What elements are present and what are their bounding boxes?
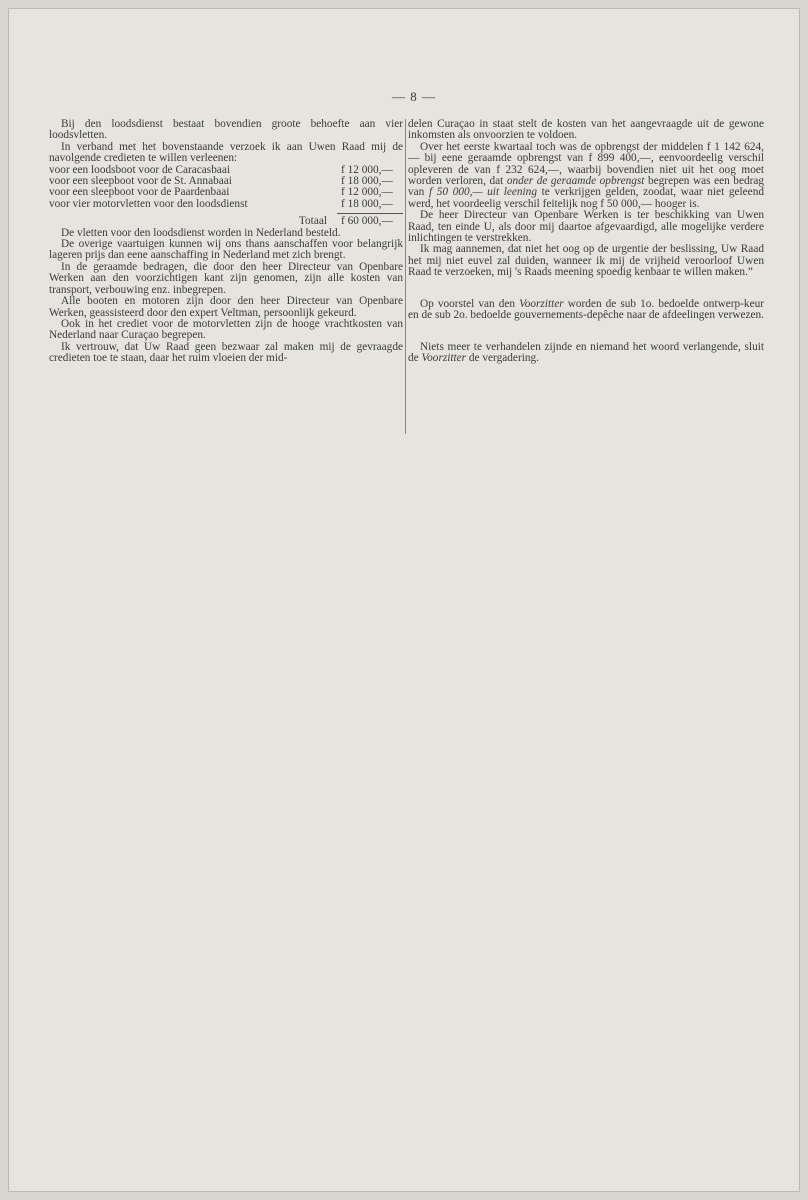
total-amount: f 60 000,— [341, 215, 393, 228]
paragraph: In verband met het bovenstaande verzoek ik aan Uwen Raad mij de navolgende credieten te willen verleenen: [49, 140, 403, 165]
paragraph: Alle booten en motoren zijn door den heer Directeur van Openbare Werken, geassisteerd door den expert Veltman, persoonlijk gekeurd. [49, 295, 403, 319]
total-rule [337, 213, 403, 214]
credit-amount: f 18 000,— [341, 175, 393, 188]
credit-row [49, 199, 403, 210]
paragraph: De heer Directeur van Openbare Werken is ter beschikking van Uwen Raad, ten einde U, als door mij daartoe afgevaardigd, alle mogelijke verdere inlichtingen te verstrekken. [408, 209, 764, 245]
paragraph: De vletten voor den loodsdienst worden in Nederland besteld. [61, 226, 341, 239]
page-number: — 8 — [392, 89, 436, 104]
paragraph: In de geraamde bedragen, die door den heer Directeur van Openbare Werken aan den voorzichtigen kant zijn genomen, zijn alle kosten van transport, verbouwing enz. inbegrepen. [49, 260, 403, 296]
right-column [408, 119, 764, 364]
total-label: Totaal [298, 215, 327, 228]
credit-label: voor een sleepboot voor de St. Annabaai [49, 175, 232, 188]
paragraph: Niets meer te verhandelen zijnde en niemand het woord verlangende, sluit de Voorzitter de vergadering. [408, 340, 764, 364]
paragraph: De overige vaartuigen kunnen wij ons thans aanschaffen voor belangrijk lageren prijs dan eene aanschaffing in Nederland met zich brengt. [49, 238, 403, 262]
paragraph: Ik mag aannemen, dat niet het oog op de urgentie der beslissing, Uw Raad het mij niet euvel zal duiden, wanneer ik mij de vrijheid veroorloof Uwen Raad te verzoeken, mij 's Raads meening spoedig kenbaar te willen maken.” [408, 243, 764, 279]
paragraph: Over het eerste kwartaal toch was de opbrengst der middelen f 1 142 624,— bij eene geraamde opbrengst van f 899 400,—, eenvoordeelig verschil opleveren de van f 232 624,—, waarbij bovendien niet uit het oog moet worden verloren, dat onder de geraamde opbrengst begrepen was een bedrag van f 50 000,— uit leening te verkrijgen gelden, zoodat, waar niet geleend werd, het voordeelig verschil feitelijk nog f 50 000,— hooger is. [408, 140, 765, 210]
credit-amount: f 12 000,— [341, 163, 393, 176]
credits-list [49, 165, 403, 228]
credit-label: voor een sleepboot voor de Paardenbaai [49, 186, 230, 199]
paragraph: delen Curaçao in staat stelt de kosten van het aangevraagde uit de gewone inkomsten als onvoorzien te voldoen. [408, 118, 764, 142]
paragraph: Ook in het crediet voor de motorvletten zijn de hooge vrachtkosten van Nederland naar Curaçao begrepen. [49, 317, 403, 342]
left-column [49, 119, 403, 365]
credit-label: voor een loodsboot voor de Caracasbaai [49, 163, 231, 176]
paragraph: Ik vertrouw, dat Uw Raad geen bezwaar zal maken mij de gevraagde credieten toe te staan, daar het ruim vloeien der mid- [49, 340, 403, 365]
paragraph: Bij den loodsdienst bestaat bovendien groote behoefte aan vier loodsvletten. [49, 118, 403, 142]
total-row [49, 216, 403, 227]
credit-amount: f 12 000,— [341, 186, 393, 199]
column-divider [405, 119, 406, 434]
credit-amount: f 18 000,— [341, 197, 393, 210]
paragraph: Op voorstel van den Voorzitter worden de sub 1o. bedoelde ontwerp-keur en de sub 2o. bedoelde gouvernements-depêche naar de afdeelingen verwezen. [408, 297, 765, 322]
document-page [8, 8, 800, 1192]
credit-label: voor vier motorvletten voor den loodsdienst [49, 197, 248, 210]
